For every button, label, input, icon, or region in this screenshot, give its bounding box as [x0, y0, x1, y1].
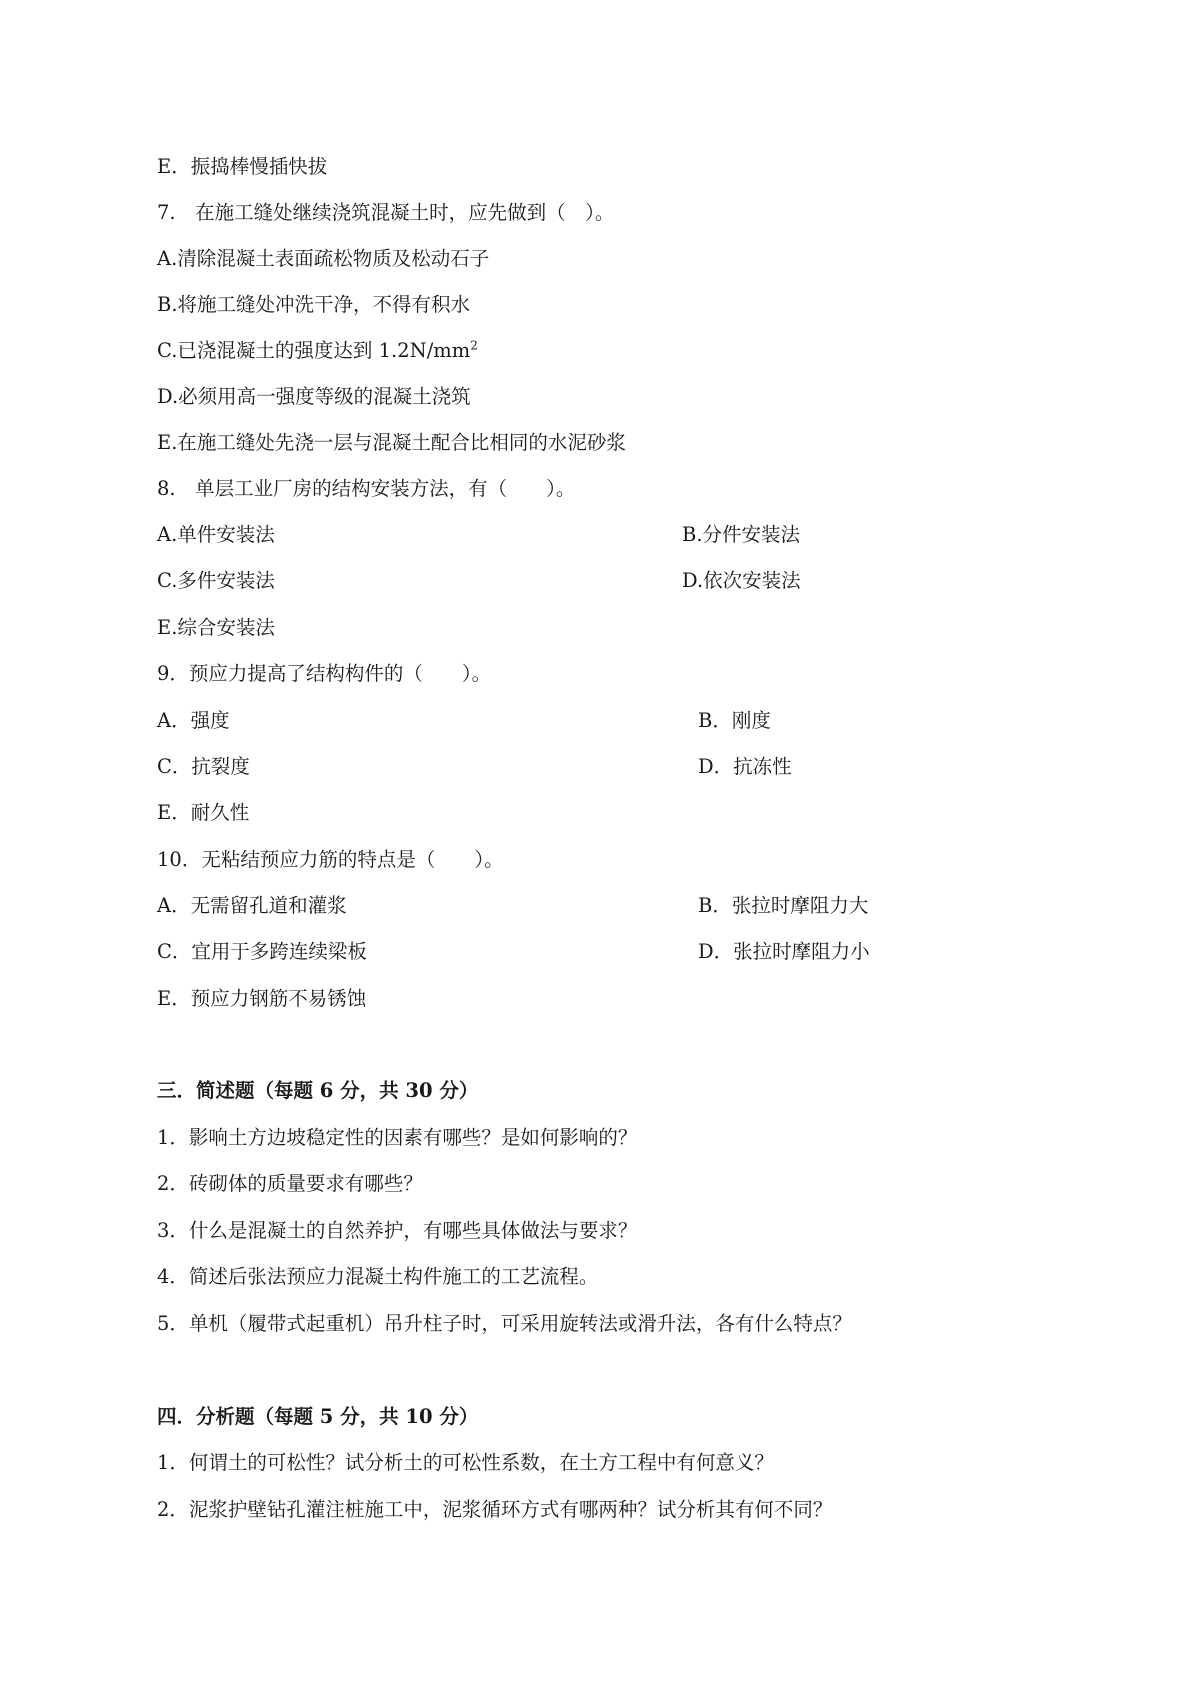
- option-line: [157, 337, 478, 365]
- option-row: [157, 892, 869, 920]
- question-7: 7. 在施工缝处继续浇筑混凝土时，应先做到（ ）。: [157, 201, 615, 224]
- option-right: B．刚度: [698, 709, 771, 732]
- option-left: A．强度: [157, 709, 230, 732]
- option-text: C.已浇混凝土的强度达到 1.2N/mm: [157, 339, 471, 362]
- section-heading-analysis: 四．分析题（每题 5 分，共 10 分）: [157, 1405, 479, 1428]
- option-right: B．张拉时摩阻力大: [698, 894, 869, 917]
- option-row: [157, 938, 870, 966]
- question-line: 3．什么是混凝土的自然养护，有哪些具体做法与要求？: [157, 1219, 638, 1242]
- option-left: C．抗裂度: [157, 755, 250, 778]
- question-line: 2．泥浆护壁钻孔灌注桩施工中，泥浆循环方式有哪两种？试分析其有何不同？: [157, 1498, 833, 1521]
- option-row: [157, 567, 801, 595]
- question-line: 5．单机（履带式起重机）吊升柱子时，可采用旋转法或滑升法，各有什么特点？: [157, 1312, 852, 1335]
- question-line: 1．影响土方边坡稳定性的因素有哪些？是如何影响的？: [157, 1126, 638, 1149]
- option-row: [157, 521, 801, 549]
- option-line: E.在施工缝处先浇一层与混凝土配合比相同的水泥砂浆: [157, 431, 626, 454]
- option-right: D．张拉时摩阻力小: [698, 940, 870, 963]
- question-line: 2．砖砌体的质量要求有哪些？: [157, 1172, 423, 1195]
- question-10: 10．无粘结预应力筋的特点是（ ）。: [157, 848, 504, 871]
- option-left: C.多件安装法: [157, 569, 275, 592]
- option-right: D．抗冻性: [698, 755, 792, 778]
- option-row: [157, 707, 771, 735]
- option-line: E．预应力钢筋不易锈蚀: [157, 987, 367, 1010]
- option-left: C．宜用于多跨连续梁板: [157, 940, 367, 963]
- option-left: A.单件安装法: [157, 523, 275, 546]
- option-right: D.依次安装法: [682, 569, 801, 592]
- section-heading-short-answer: 三．简述题（每题 6 分，共 30 分）: [157, 1079, 479, 1102]
- question-line: 4．简述后张法预应力混凝土构件施工的工艺流程。: [157, 1265, 599, 1288]
- question-9: 9．预应力提高了结构构件的（ ）。: [157, 662, 492, 685]
- option-line: B.将施工缝处冲洗干净，不得有积水: [157, 293, 471, 316]
- question-line: 1．何谓土的可松性？试分析土的可松性系数，在土方工程中有何意义？: [157, 1451, 774, 1474]
- option-line: E．耐久性: [157, 801, 250, 824]
- option-line: D.必须用高一强度等级的混凝土浇筑: [157, 385, 471, 408]
- option-left: A．无需留孔道和灌浆: [157, 894, 347, 917]
- superscript: 2: [470, 338, 478, 353]
- option-line: E.综合安装法: [157, 616, 275, 639]
- option-line: A.清除混凝土表面疏松物质及松动石子: [157, 247, 490, 270]
- question-8: 8. 单层工业厂房的结构安装方法，有（ ）。: [157, 477, 576, 500]
- option-line: E．振捣棒慢插快拔: [157, 155, 328, 178]
- option-right: B.分件安装法: [682, 523, 801, 546]
- option-row: [157, 753, 792, 781]
